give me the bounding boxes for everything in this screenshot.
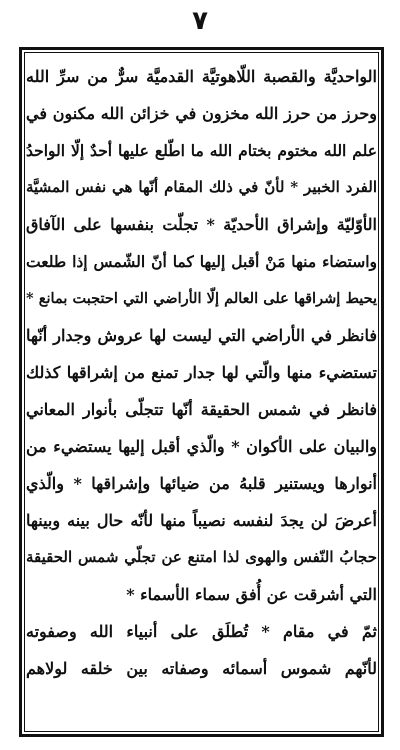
text-line: وحرز من حرز الله مخزون في خزائن الله مكنون في xyxy=(26,104,377,123)
text-line: التي أشرقت عن أُفق سماء الأسماء * xyxy=(126,585,377,604)
text-line: أعرضَ لن يجدَ لنفسه نصيباً منها لأنّه حال بينه وبينها xyxy=(26,511,377,530)
text-line: والبيان على الأكوان * والّذي أقبل إليها يستضيء من xyxy=(26,437,377,456)
text-line: واستضاء منها مَنْ أقبل إليها كما أنّ الشّمس إذا طلعت xyxy=(26,252,377,271)
page-number: ٧ xyxy=(192,6,208,36)
text-line: فانظر في الأراضي التي ليست لها عروش وجدار أنّها xyxy=(26,326,377,345)
text-line: ثمّ في مقام * تُطلَق على أنبياء الله وصفوته xyxy=(26,622,377,641)
text-line: علم الله مختوم بختام الله ما اطّلع عليها أحدٌ إلّا الواحدُ xyxy=(26,141,377,160)
text-body xyxy=(26,58,377,728)
text-line: تستضيء منها والّتي لها جدار تمنع من إشراقها كذلك xyxy=(26,363,377,382)
text-line: لأنّهم شموس أسمائه وصفاته بين خلقه لولاهم xyxy=(26,659,377,678)
text-line: الواحديَّة والقصبة اللّاهوتيَّة القدميَّة سرٌّ من سرِّ الله xyxy=(26,67,377,86)
text-line: الأوّليّة وإشراق الأحديّة * تجلّت بنفسها على الآفاق xyxy=(26,215,377,234)
text-line: حجابُ النّفس والهوى لذا امتنع عن تجلّي شمس الحقيقة xyxy=(26,548,377,566)
text-line: يحيط إشراقها على العالم إلّا الأراضي التي احتجبت بمانع * xyxy=(26,290,377,307)
text-line: الفرد الخبير * لأنّ في ذلك المقام أنّها هي نفس المشيَّة xyxy=(26,178,377,196)
text-line: فانظر في شمس الحقيقة أنّها تتجلّى بأنوار المعاني xyxy=(26,400,377,419)
text-line: أنوارها ويستنير قلبهُ من ضيائها وإشراقها * والّذي xyxy=(26,474,377,493)
